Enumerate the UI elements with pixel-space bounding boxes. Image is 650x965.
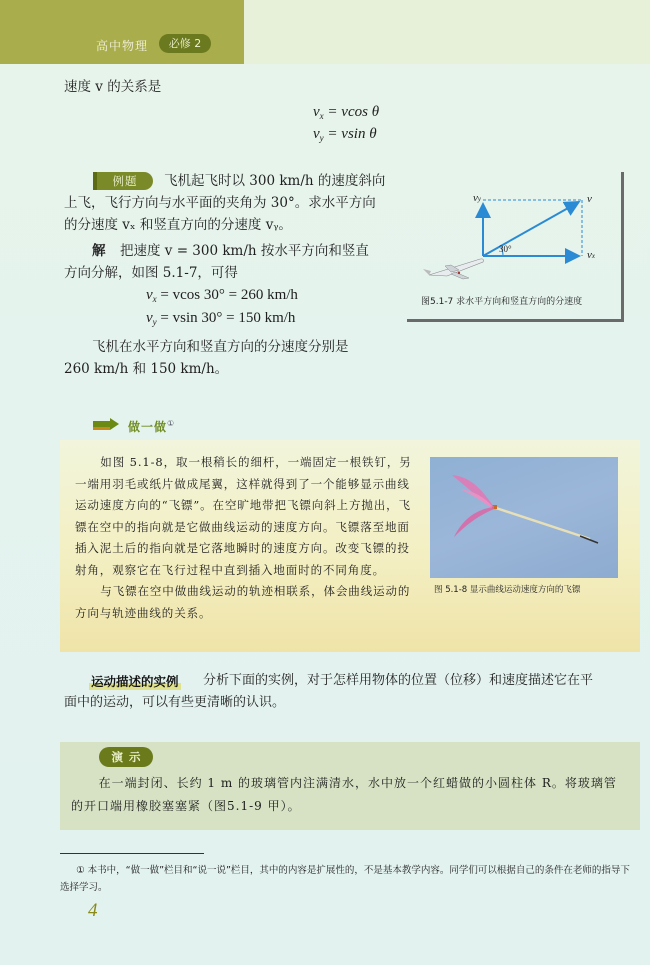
footnote (60, 862, 630, 896)
solution-equation-vy: $v_y = vsin$ 30° = 150 km/h (146, 310, 296, 327)
label-vx: vx (587, 249, 595, 261)
conclusion-line-2: 260 km/h 和 150 km/h。 (64, 361, 229, 377)
example-tag: 例题 (93, 172, 153, 190)
do-it-box (60, 440, 640, 652)
do-it-paragraph-2: 与飞镖在空中做曲线运动的轨迹相联系，体会曲线运动的方向与轨迹曲线的关系。 (75, 584, 411, 620)
figure-velocity-decomposition (407, 172, 624, 322)
section-text-line-2: 面中的运动，可以有些更清晰的认识。 (64, 695, 286, 710)
label-angle: 30° (499, 244, 512, 254)
do-it-text (75, 452, 413, 624)
label-vy: vy (473, 192, 481, 204)
feather-dart-image (430, 457, 618, 578)
example-problem-line-2: 上飞，飞行方向与水平面的夹角为 30°。求水平方向 (64, 195, 376, 211)
figure-caption: 图5.1-7 求水平方向和竖直方向的分速度 (421, 297, 583, 307)
page-number: 4 (88, 900, 98, 921)
section-text-line-1: 分析下面的实例，对于怎样用物体的位置（位移）和速度描述它在平 (203, 673, 594, 688)
volume-badge: 必修 2 (159, 34, 211, 53)
photo-caption: 图 5.1-8 显示曲线运动速度方向的飞镖 (434, 585, 581, 595)
arrow-icon (92, 418, 120, 432)
solution-label: 解 (92, 243, 106, 259)
example-problem-line-3: 的分速度 vₓ 和竖直方向的分速度 vᵧ。 (64, 217, 292, 233)
equation-vy: $v_y = vsin$ θ (313, 126, 377, 143)
intro-line: 速度 v 的关系是 (64, 79, 162, 95)
solution-equation-vx: $v_x = vcos$ 30° = 260 km/h (146, 287, 298, 304)
demo-tag: 演示 (99, 747, 153, 767)
solution-line-2: 方向分解，如图 5.1-7，可得 (64, 265, 238, 281)
label-v: v (587, 193, 592, 205)
do-it-paragraph-1: 如图 5.1-8，取一根稍长的细杆，一端固定一根铁钉，另一端用羽毛或纸片做成尾翼，这样就得到了一个能够显示曲线运动速度方向的“飞镖”。在空旷地带把飞镖向斜上方抛出，飞镖在空中的指向就是它做曲线运动的速度方向。飞镖落至地面插入泥土后的指向就是它落地瞬时的速度方向。改变飞镖的投射角，观察它在飞行过程中直到插入地面时的不同角度。 (75, 455, 412, 577)
airplane-icon (423, 259, 483, 279)
section-label: 运动描述的实例 (91, 674, 179, 689)
vector-diagram (407, 172, 624, 292)
solution-line-1: 把速度 v = 300 km/h 按水平方向和竖直 (120, 243, 369, 259)
do-it-title: 做一做① (128, 419, 176, 434)
header-block (0, 0, 244, 64)
equation-vx: $v_x = vcos$ θ (313, 104, 380, 121)
footnote-divider (60, 853, 204, 854)
footnote-text: ① 本书中，“做一做”栏目和“说一说”栏目，其中的内容是扩展性的，不是基本教学内容。同学们可以根据自己的条件在老师的指导下选择学习。 (60, 865, 630, 893)
example-problem-line-1: 飞机起飞时以 300 km/h 的速度斜向 (164, 173, 386, 189)
demo-box (60, 742, 640, 830)
conclusion-line-1: 飞机在水平方向和竖直方向的分速度分别是 (92, 339, 349, 355)
demo-text (71, 772, 626, 818)
demo-paragraph: 在一端封闭、长约 1 m 的玻璃管内注满清水，水中放一个红蜡做的小圆柱体 R。将玻璃管的开口端用橡胶塞塞紧（图5.1-9 甲）。 (71, 776, 617, 813)
book-title: 高中物理 (96, 39, 149, 53)
dart-photo (430, 457, 618, 578)
